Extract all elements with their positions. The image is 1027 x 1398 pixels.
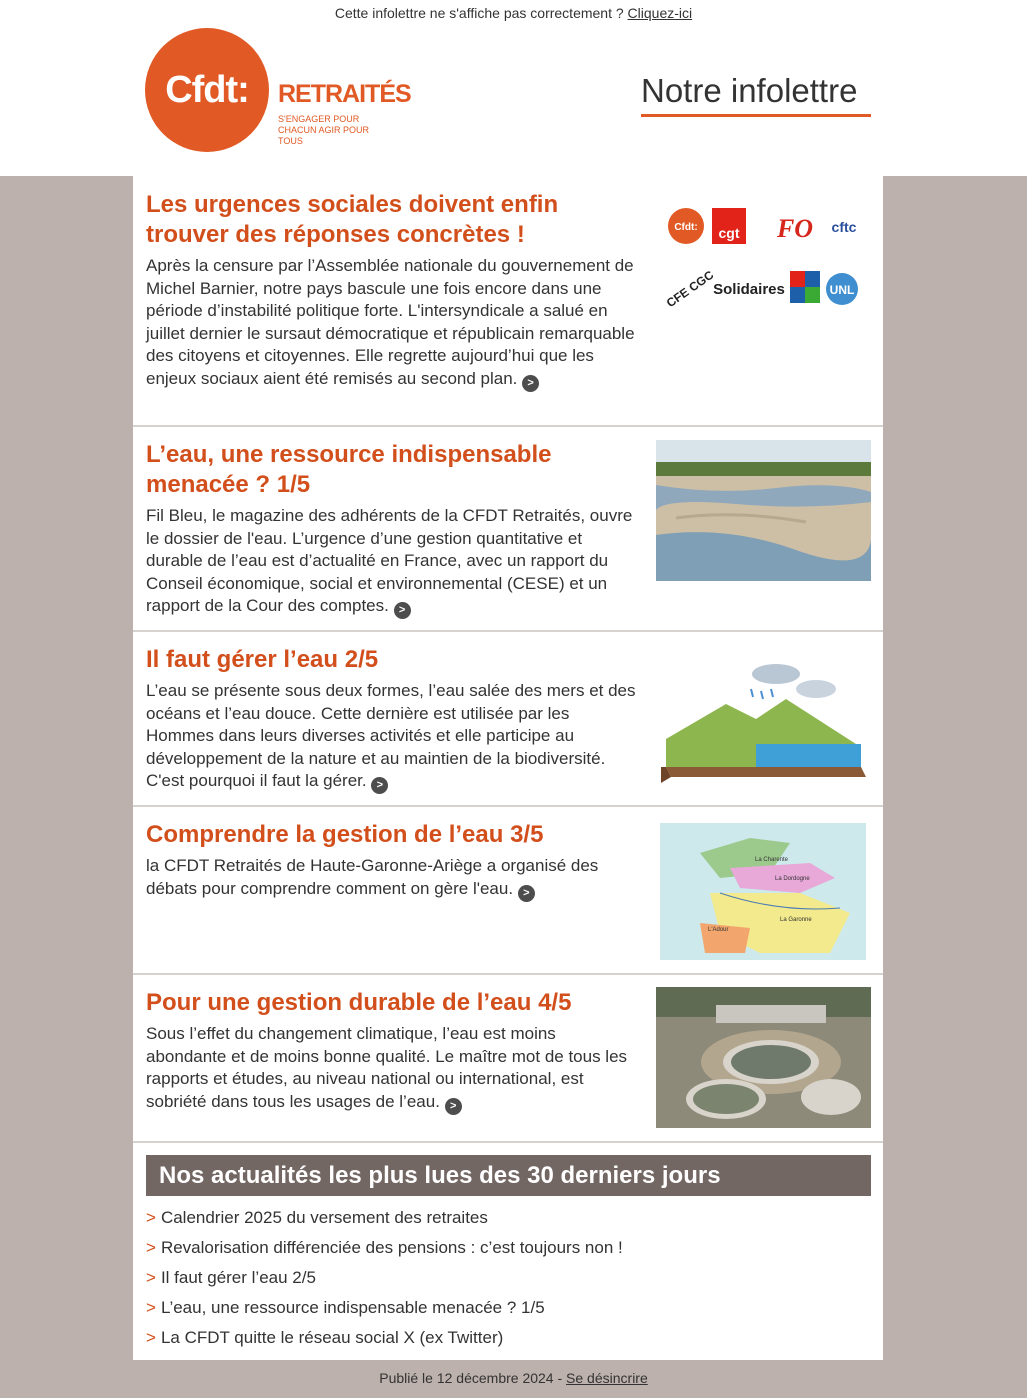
chevron-right-icon: > [146, 1268, 156, 1287]
article-text: L’eau se présente sous deux formes, l’eau salée des mers et des océans et l’eau douce. Cette dernière est utilisée par les Hommes dans leurs diverses activités et elle participe au développement de la nature et au maintien de la biodiversité. C'est pourquoi il faut la gérer. > [146, 680, 636, 794]
article-gerer-eau [133, 632, 883, 807]
dry-river-photo[interactable] [656, 440, 871, 581]
list-item[interactable]: > La CFDT quitte le réseau social X (ex Twitter) [146, 1328, 504, 1347]
newsletter-content [133, 176, 883, 1360]
unsa-union-logo [790, 271, 820, 303]
logo-tagline: S'ENGAGER POUR CHACUN AGIR POUR TOUS [278, 114, 370, 146]
list-item[interactable]: > Revalorisation différenciée des pensions : c’est toujours non ! [146, 1238, 623, 1257]
solidaires-union-logo [713, 281, 785, 298]
svg-text:La Garonne: La Garonne [780, 917, 812, 923]
svg-text:CFE CGC: CFE CGC [663, 267, 717, 311]
chevron-right-icon: > [146, 1298, 156, 1317]
svg-text:La Charente: La Charente [755, 857, 789, 863]
cfe-cgc-union-logo [664, 268, 717, 311]
article-text: Fil Bleu, le magazine des adhérents de la CFDT Retraités, ouvre le dossier de l'eau. L’urgence d’une gestion quantitative et durable de l’eau est d’actualité en France, avec un rapport du Conseil économique, social et environnemental (CESE) et un rapport de la Cour des comptes. > [146, 505, 636, 619]
view-online-link[interactable]: Cliquez-ici [627, 5, 693, 21]
svg-text:UNL: UNL [829, 283, 855, 297]
article-text: Sous l’effet du changement climatique, l’eau est moins abondante et de moins bonne qualité. Le maître mot de tous les rapports et études, au niveau national ou international, est sobriété dans tous les usages de l’eau. > [146, 1023, 636, 1115]
chevron-right-icon: > [146, 1208, 156, 1227]
article-title[interactable]: L’eau, une ressource indispensable menacée ? 1/5 [146, 441, 552, 498]
newsletter-title: Notre infolettre [641, 72, 871, 117]
footer [0, 1370, 1027, 1386]
article-title[interactable]: Les urgences sociales doivent enfin trouver des réponses concrètes ! [146, 191, 559, 248]
water-treatment-photo[interactable] [656, 987, 871, 1128]
cfdt-logo[interactable]: Cfdt: [145, 28, 269, 152]
popular-heading: Nos actualités les plus lues des 30 derniers jours [146, 1155, 871, 1196]
article-title[interactable]: Comprendre la gestion de l’eau 3/5 [146, 821, 544, 848]
article-eau-ressource [133, 427, 883, 632]
read-more-arrow-icon[interactable]: > [518, 885, 535, 902]
svg-text:cgt: cgt [718, 225, 740, 241]
water-cycle-diagram[interactable] [656, 649, 871, 786]
svg-text:L'Adour: L'Adour [708, 927, 729, 933]
read-more-arrow-icon[interactable]: > [522, 375, 539, 392]
article-title[interactable]: Il faut gérer l’eau 2/5 [146, 646, 379, 673]
read-more-arrow-icon[interactable]: > [371, 777, 388, 794]
watershed-map[interactable] [660, 823, 866, 960]
article-text: la CFDT Retraités de Haute-Garonne-Ariège a organisé des débats pour comprendre comment on gère l'eau. > [146, 855, 636, 902]
unl-union-logo [826, 273, 858, 305]
svg-text:La Dordogne: La Dordogne [775, 876, 810, 882]
svg-text:Solidaires: Solidaires [713, 281, 785, 298]
fo-union-logo [776, 208, 814, 244]
article-gestion-durable [133, 975, 883, 1143]
preheader [0, 5, 1027, 21]
union-logos [656, 201, 871, 311]
chevron-right-icon: > [146, 1238, 156, 1257]
cfdt-union-logo [668, 208, 704, 244]
unsubscribe-link[interactable]: Se désincrire [566, 1370, 648, 1386]
publish-date: Publié le 12 décembre 2024 - [379, 1370, 563, 1386]
list-item[interactable]: > L’eau, une ressource indispensable menacée ? 1/5 [146, 1298, 545, 1317]
cftc-union-logo [832, 219, 857, 235]
svg-text:FO: FO [776, 214, 814, 243]
article-urgences-sociales [133, 176, 883, 427]
read-more-arrow-icon[interactable]: > [394, 602, 411, 619]
svg-text:cftc: cftc [831, 219, 857, 235]
list-item[interactable]: > Il faut gérer l’eau 2/5 [146, 1268, 316, 1287]
article-text: Après la censure par l’Assemblée nationale du gouvernement de Michel Barnier, notre pays bascule une fois encore dans une période d’instabilité politique forte. L'intersyndicale a salué en juillet dernier le sursaut démocratique et républicain remarquable des citoyens et citoyennes. Elle regrette aujourd’hui que les enjeux sociaux aient été remisés au second plan. > [146, 255, 636, 392]
svg-text:Cfdt:: Cfdt: [674, 222, 698, 233]
article-title[interactable]: Pour une gestion durable de l’eau 4/5 [146, 989, 572, 1016]
logo-subtitle: RETRAITÉS [278, 80, 411, 108]
read-more-arrow-icon[interactable]: > [445, 1098, 462, 1115]
list-item[interactable]: > Calendrier 2025 du versement des retraites [146, 1208, 488, 1227]
preheader-text: Cette infolettre ne s'affiche pas correctement ? [334, 5, 624, 21]
cgt-union-logo [712, 208, 746, 244]
article-comprendre-gestion [133, 807, 883, 975]
chevron-right-icon: > [146, 1328, 156, 1347]
popular-list [146, 1203, 623, 1353]
